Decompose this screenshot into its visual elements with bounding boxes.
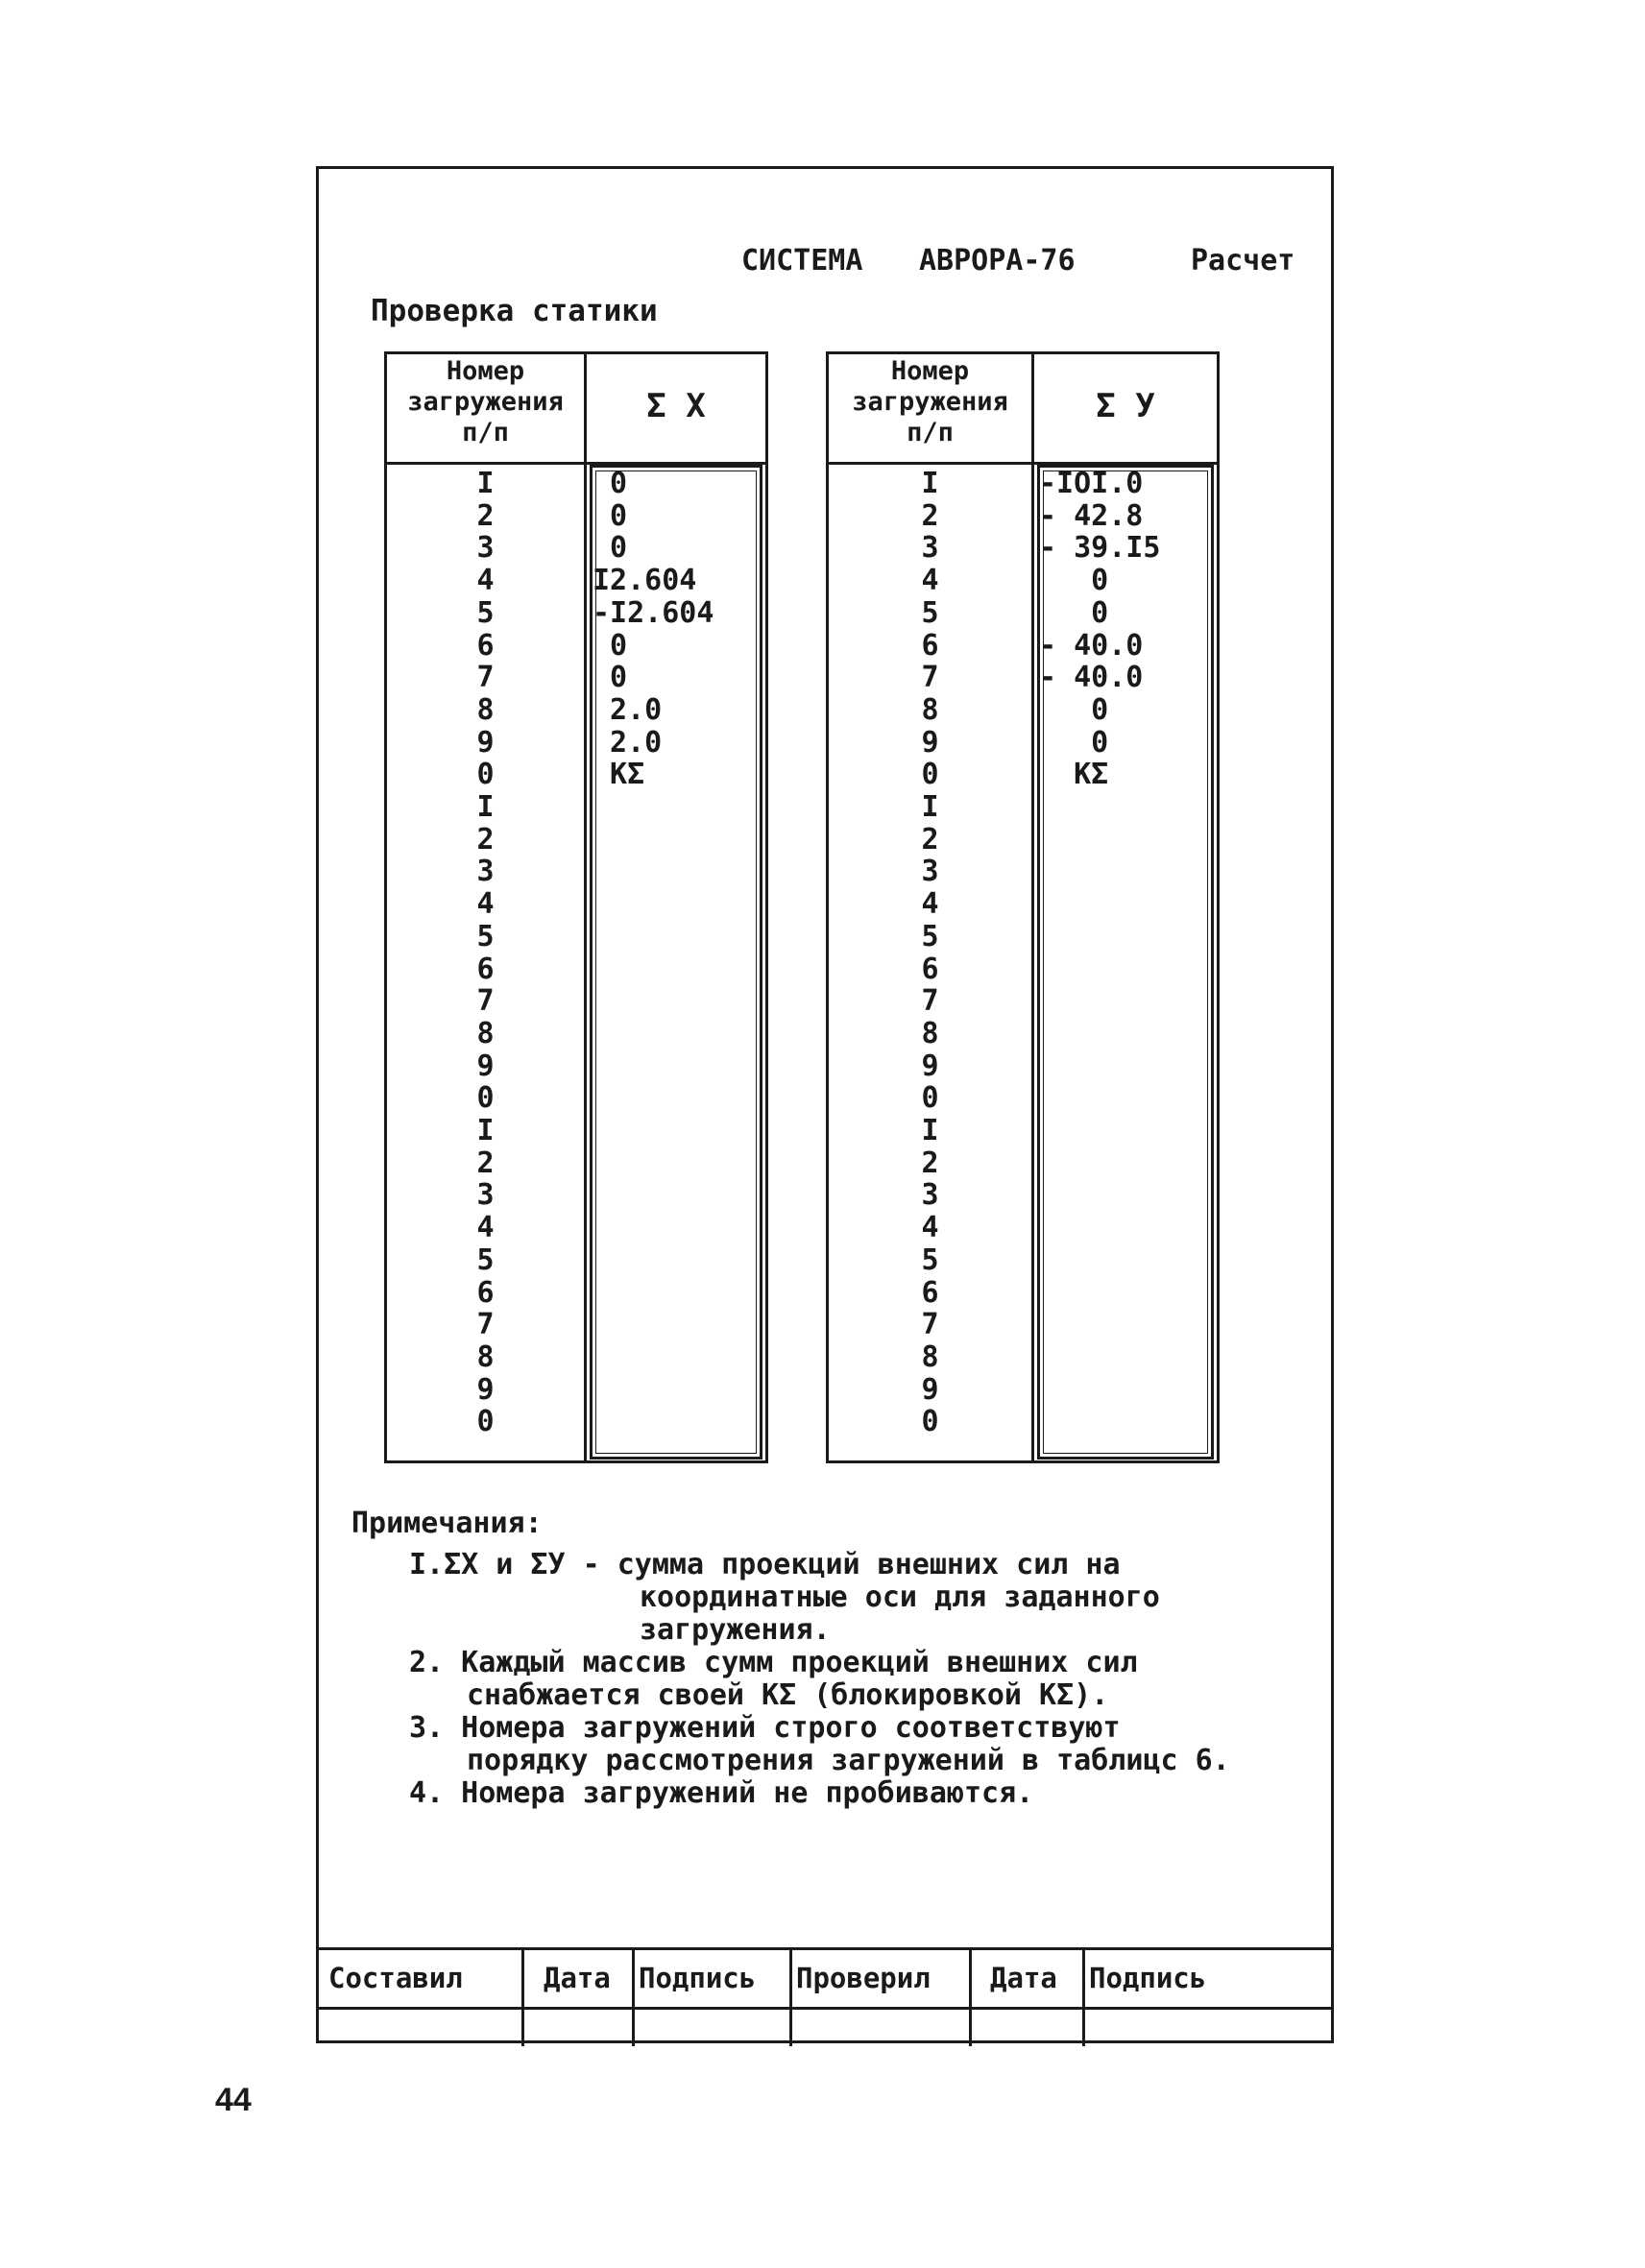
table-y-row-number: 4: [921, 887, 939, 922]
table-y-row-number: 2: [921, 498, 939, 533]
note-3-cont: порядку рассмотрения загружений в таблицс 6.: [467, 1744, 1230, 1777]
table-x-row-number: 5: [476, 919, 495, 953]
table-y-row-number: 6: [921, 952, 939, 986]
table-x-row-number: 2: [476, 1146, 495, 1180]
table-y-row-number: 8: [921, 1016, 939, 1050]
table-x-row-number: 0: [476, 1405, 495, 1439]
table-y-row-value: 0: [1039, 564, 1109, 598]
table-x-row-number: 4: [476, 887, 495, 922]
table-x-row-value: I2.604: [593, 564, 697, 598]
note-1-cont2: загружения.: [640, 1613, 831, 1647]
form-frame: [316, 166, 1334, 2043]
table-x-numbers: [387, 468, 584, 1438]
table-x-row-number: I: [476, 790, 495, 825]
table-x-row-number: 8: [476, 1339, 495, 1374]
table-x-row-number: I: [476, 467, 495, 500]
table-y-numbers: [829, 468, 1031, 1438]
notes-title: Примечания:: [351, 1507, 543, 1540]
table-x-row-number: 5: [476, 595, 495, 630]
table-sum-y: [826, 351, 1220, 1463]
table-x-row-number: 5: [476, 1243, 495, 1277]
table-y-row-number: I: [921, 790, 939, 825]
table-y-row-number: 4: [921, 1211, 939, 1245]
table-x-row-number: 7: [476, 1308, 495, 1342]
note-1-cont: координатные оси для заданного: [640, 1580, 1160, 1614]
table-y-row-number: 0: [921, 1081, 939, 1116]
table-x-row-number: I: [476, 1114, 495, 1148]
table-y-row-value: - 39.I5: [1039, 531, 1161, 566]
table-y-row-number: 7: [921, 661, 939, 695]
table-x-row-number: 4: [476, 564, 495, 598]
table-x-row-value: -I2.604: [593, 595, 714, 630]
sig-date1-label: Дата: [544, 1962, 611, 1994]
table-y-row-value: 0: [1039, 692, 1109, 727]
table-y-row-number: 2: [921, 1146, 939, 1180]
table-y-row-number: I: [921, 1114, 939, 1148]
table-y-row-number: 9: [921, 1372, 939, 1407]
sig-checked-label: Проверил: [796, 1962, 931, 1994]
table-x-row-number: 7: [476, 984, 495, 1019]
table-y-row-number: 0: [921, 1405, 939, 1439]
subtitle: Проверка статики: [371, 294, 658, 328]
table-y-row-value: - 40.0: [1039, 661, 1144, 695]
table-x-col1-header: Номер загружения п/п: [407, 356, 564, 447]
table-y-row-value: - 40.0: [1039, 628, 1144, 663]
table-y-values: [1039, 468, 1212, 791]
signature-block: [319, 1947, 1331, 2046]
table-y-row-number: 5: [921, 595, 939, 630]
table-x-row-number: 6: [476, 628, 495, 663]
table-x-values: [593, 468, 762, 791]
table-x-row-value: 0: [593, 661, 628, 695]
table-x-row-number: 0: [476, 758, 495, 792]
sig-sign1-label: Подпись: [639, 1962, 757, 1994]
table-x-row-number: 3: [476, 855, 495, 889]
table-y-row-number: 7: [921, 1308, 939, 1342]
table-y-row-number: 3: [921, 531, 939, 566]
table-x-row-number: 8: [476, 1016, 495, 1050]
table-y-col1-header: Номер загружения п/п: [852, 356, 1008, 447]
table-y-row-value: 0: [1039, 725, 1109, 760]
table-x-row-value: 2.0: [593, 725, 663, 760]
table-y-col2-header: Σ У: [1096, 387, 1155, 425]
table-y-row-number: 3: [921, 855, 939, 889]
table-y-row-number: 4: [921, 564, 939, 598]
table-y-row-value: - 42.8: [1039, 498, 1144, 533]
table-x-row-number: 9: [476, 725, 495, 760]
table-x-row-number: 3: [476, 531, 495, 566]
table-y-row-number: I: [921, 467, 939, 500]
page-number: 44: [215, 2082, 252, 2118]
note-1: I.ΣX и ΣУ - сумма проекций внешних сил на: [409, 1548, 1121, 1581]
table-x-row-number: 8: [476, 692, 495, 727]
table-y-row-number: 8: [921, 692, 939, 727]
note-2-cont: снабжается своей KΣ (блокировкой KΣ).: [467, 1678, 1109, 1712]
sig-sign2-label: Подпись: [1089, 1962, 1207, 1994]
table-y-row-number: 2: [921, 822, 939, 857]
table-x-row-number: 3: [476, 1178, 495, 1213]
table-y-row-value: -IOI.0: [1039, 467, 1144, 500]
table-y-row-number: 7: [921, 984, 939, 1019]
header-name: АВРОРА-76: [919, 244, 1076, 277]
table-y-row-number: 3: [921, 1178, 939, 1213]
table-x-row-number: 6: [476, 952, 495, 986]
table-x-row-value: KΣ: [593, 758, 645, 792]
table-y-row-value: 0: [1039, 595, 1109, 630]
table-x-row-number: 6: [476, 1275, 495, 1310]
table-x-row-number: 0: [476, 1081, 495, 1116]
table-y-row-number: 9: [921, 725, 939, 760]
table-x-row-number: 9: [476, 1049, 495, 1083]
table-x-row-value: 2.0: [593, 692, 663, 727]
table-x-row-number: 2: [476, 822, 495, 857]
table-x-row-number: 4: [476, 1211, 495, 1245]
table-sum-x: [384, 351, 768, 1463]
table-y-row-number: 5: [921, 919, 939, 953]
note-2: 2. Каждый массив сумм проекций внешних сил: [409, 1646, 1138, 1679]
table-x-row-number: 9: [476, 1372, 495, 1407]
sig-compiled-label: Составил: [328, 1962, 463, 1994]
table-x-col2-header: Σ X: [646, 387, 706, 425]
table-y-row-number: 8: [921, 1339, 939, 1374]
table-x-row-number: 7: [476, 661, 495, 695]
table-x-row-value: 0: [593, 531, 628, 566]
table-x-row-value: 0: [593, 498, 628, 533]
note-3: 3. Номера загружений строго соответствуют: [409, 1711, 1121, 1745]
table-y-row-number: 5: [921, 1243, 939, 1277]
table-y-row-number: 6: [921, 628, 939, 663]
header-system: СИСТЕМА: [741, 244, 863, 277]
table-x-row-value: 0: [593, 628, 628, 663]
note-4: 4. Номера загружений не пробиваются.: [409, 1776, 1034, 1810]
table-x-row-value: 0: [593, 467, 628, 500]
table-y-row-value: KΣ: [1039, 758, 1109, 792]
table-y-row-number: 6: [921, 1275, 939, 1310]
header-label: Расчет: [1191, 244, 1295, 277]
table-x-row-number: 2: [476, 498, 495, 533]
table-y-row-number: 9: [921, 1049, 939, 1083]
table-y-row-number: 0: [921, 758, 939, 792]
sig-date2-label: Дата: [990, 1962, 1057, 1994]
